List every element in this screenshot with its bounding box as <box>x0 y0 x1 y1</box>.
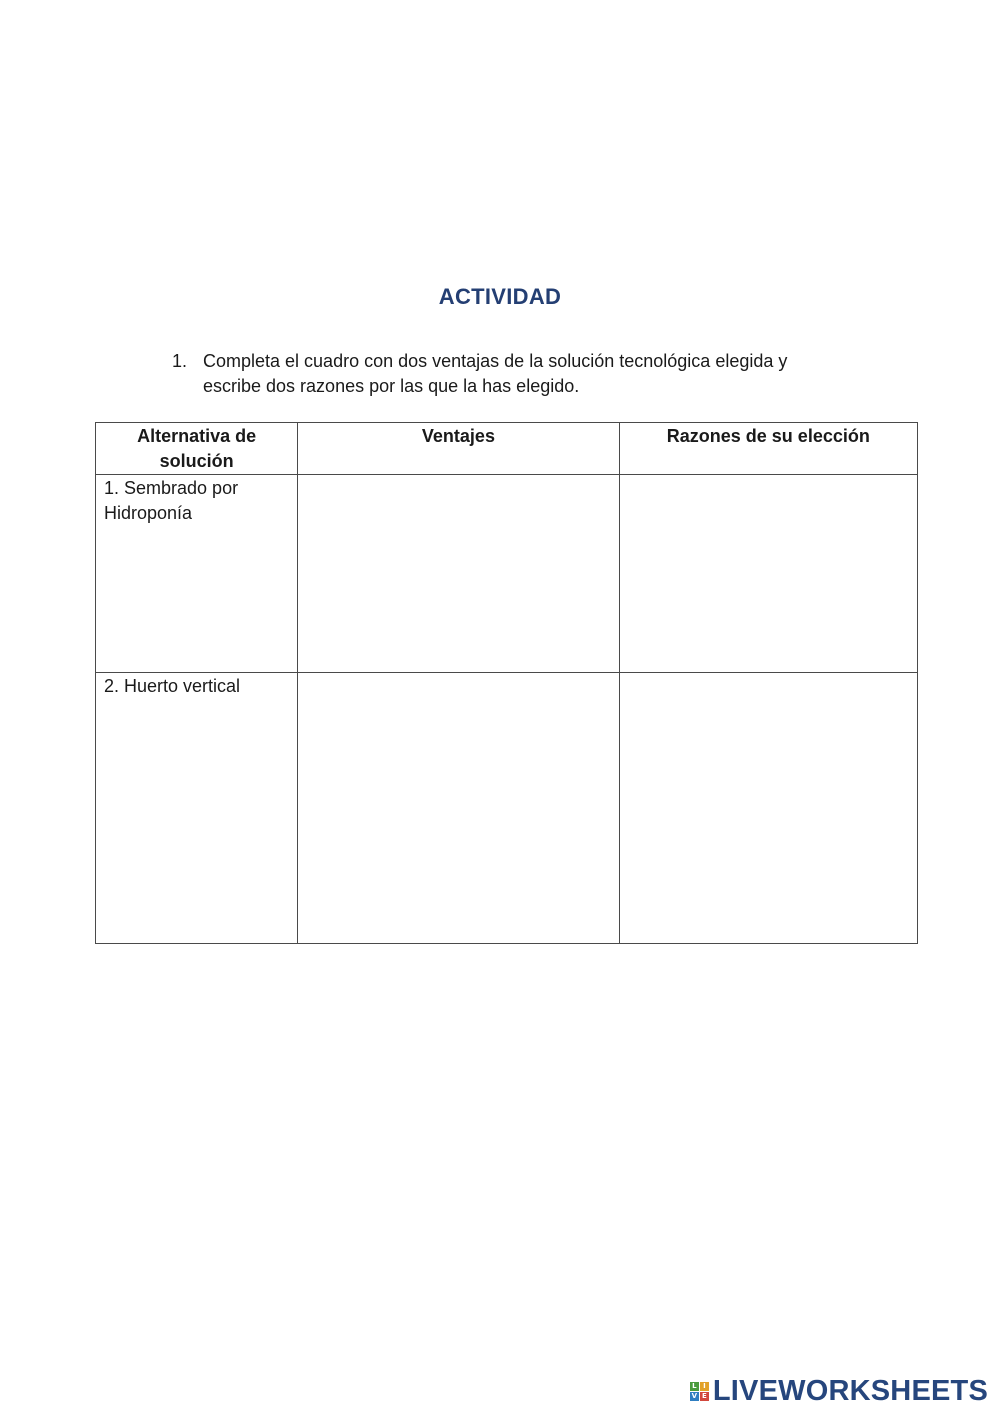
alternative-label-line2: Hidroponía <box>104 503 193 523</box>
razones-answer-cell[interactable] <box>619 475 917 673</box>
instruction-number: 1. <box>172 351 188 371</box>
alternative-cell <box>96 475 298 673</box>
instruction-text-line1: Completa el cuadro con dos ventajas de la solución tecnológica elegida y <box>203 351 788 371</box>
alternative-cell <box>96 673 298 944</box>
liveworksheets-logo <box>690 1376 988 1406</box>
logo-tile-v: V <box>691 1391 698 1400</box>
liveworksheets-icon <box>690 1382 709 1401</box>
instruction-text <box>203 349 852 399</box>
page-title: ACTIVIDAD <box>438 284 562 309</box>
ventajas-answer-cell[interactable] <box>298 475 619 673</box>
logo-tile-i: I <box>700 1382 709 1391</box>
table-row <box>96 475 918 673</box>
razones-answer-text[interactable] <box>620 475 917 476</box>
header-alternativa-line2: solución <box>159 451 234 471</box>
alternative-label <box>96 475 297 526</box>
header-alternativa <box>96 423 298 475</box>
header-ventajes: Ventajes <box>298 423 619 475</box>
liveworksheets-wordmark: LIVEWORKSHEETS <box>712 1374 988 1407</box>
alternative-label-line1: 2. Huerto vertical <box>104 676 241 696</box>
ventajas-answer-text[interactable] <box>298 475 618 476</box>
table-header-row <box>96 423 918 475</box>
header-alternativa-line1: Alternativa de <box>137 426 257 446</box>
instruction-text-line2: escribe dos razones por las que la has elegido. <box>203 376 580 396</box>
razones-answer-cell[interactable] <box>619 673 917 944</box>
logo-tile-l: L <box>690 1382 699 1391</box>
alternative-label <box>96 673 297 699</box>
header-razones: Razones de su elección <box>619 423 917 475</box>
ventajas-answer-cell[interactable] <box>298 673 619 944</box>
alternative-label-line1: 1. Sembrado por <box>104 478 239 498</box>
instruction-item <box>172 349 852 399</box>
logo-tile-e: E <box>700 1392 709 1401</box>
table-row <box>96 673 918 944</box>
activity-table <box>95 422 918 944</box>
ventajas-answer-text[interactable] <box>298 673 618 674</box>
razones-answer-text[interactable] <box>620 673 917 674</box>
